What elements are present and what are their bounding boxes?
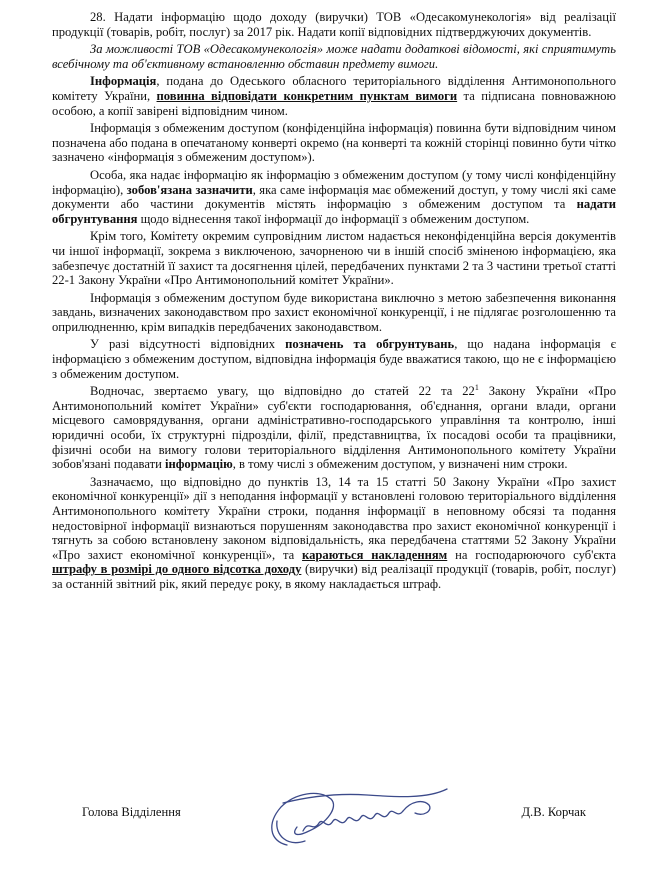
text-segment: , яка саме інформація має обмежений доступ, у тому числі які саме документи або частини документів містять інформацію з обмеженим доступом та (52, 182, 616, 212)
text-segment: щодо віднесення такої інформації до інформації з обмеженим доступом. (137, 211, 530, 226)
text-segment: , в тому числі з обмеженим доступом, у визначені ним строки. (232, 457, 568, 472)
paragraph (52, 291, 616, 335)
signatory-name: Д.В. Корчак (521, 805, 586, 819)
paragraph (52, 121, 616, 165)
text-segment: , що надана інформація є інформацією з обмеженим доступом, відповідна інформація буде вважатися такою, що не є інформацією з обмеженим доступом. (52, 337, 616, 381)
text-segment: Крім того, Комітету окремим супровідним листом надається неконфіденційна версія документів чи іншої інформації, зокрема з виключеною, зачорненою чи в іншій спосіб зміненою інформацією, яка забезпечує достатній її захист та досягнення цілей, передбачених пунктами 2 та 3 частини третьої статті 22-1 Закону України «Про Антимонопольний комітет України». (52, 229, 616, 288)
text-segment: та підписана повноважною особою, а копії завірені відповідним чином. (52, 88, 616, 118)
text-segment: , подана до Одеського обласного територіального відділення Антимонопольного комітету України, (52, 74, 616, 103)
text-segment: Закону України «Про Антимонопольний комітет України» суб'єкти господарювання, об'єднання, органи влади, органи місцевого самоврядування, органи адміністративно-господарського управління та контролю, інші юридичні особи, їх структурні підрозділи, філії, представництва, їх посадові особи та працівники, фізичні особи на вимогу голови територіального відділення Антимонопольного комітету України зобов'язані подавати (52, 384, 616, 472)
paragraph (52, 384, 616, 472)
text-segment: Зазначаємо, що відповідно до пунктів 13, 14 та 15 статті 50 Закону України «Про захист економічної конкуренції» дії з неподання інформації у встановлені головою територіального відділення Антимонопольного комітету України строки, подання інформації в неповному обсязі та подання недостовірної інформації визнаються порушенням законодавства про захист економічної конкуренції і тягнуть за собою встановлену законом відповідальність, яка передбачена статтями 52 Закону України «Про захист економічної конкуренції», та (52, 474, 616, 562)
signatory-role: Голова Відділення (82, 805, 181, 819)
bold-text: зобов'язана зазначити (126, 182, 253, 197)
document-body (52, 10, 616, 592)
text-segment: Водночас, звертаємо увагу, що відповідно до статей 22 та 22 (90, 384, 475, 399)
text-segment: Особа, яка надає інформацію як інформацію з обмеженим доступом (у тому числі конфіденційну інформацію), (52, 167, 616, 197)
text-segment: 28. Надати інформацію щодо доходу (виручки) ТОВ «Одесакомунекологія» від реалізації продукції (товарів, робіт, послуг) за 2017 рік. Надати копії відповідних підтверджуючих документів. (52, 10, 616, 39)
bold-underlined-text: штрафу в розмірі до одного відсотка доходу (52, 562, 302, 577)
paragraph (52, 168, 616, 226)
paragraph (52, 475, 616, 592)
bold-text: надати обгрунтування (52, 197, 616, 226)
text-segment: У разі відсутності відповідних (90, 337, 286, 352)
paragraph (52, 74, 616, 118)
text-segment: на господарюючого суб'єкта (447, 547, 616, 562)
paragraph (52, 337, 616, 381)
text-segment: За можливості ТОВ «Одесакомунекологія» може надати додаткові відомості, які сприятимуть всебічному та об'єктивному встановленню обставин предмету вимоги. (52, 42, 616, 71)
handwritten-signature-icon (247, 783, 457, 853)
bold-text: інформацію (164, 457, 233, 472)
paragraph (52, 42, 616, 71)
paragraph (52, 229, 616, 287)
bold-underlined-text: караються накладенням (302, 547, 448, 562)
bold-underlined-text: повинна відповідати конкретним пунктам вимоги (156, 88, 458, 103)
superscript-text: 1 (474, 383, 479, 393)
text-segment: Інформація з обмеженим доступом буде використана виключно з метою забезпечення виконання завдань, визначених законодавством про захист економічної конкуренції, і не підлягає розголошенню та оприлюдненню, крім випадків передбачених законодавством. (52, 290, 616, 334)
bold-text: Інформація (90, 74, 157, 89)
paragraph (52, 10, 616, 39)
text-segment: Інформація з обмеженим доступом (конфіденційна інформація) повинна бути відповідним чином позначена або подана в опечатаному конверті окремо (на конверті та кожній сторінці повинно бути чітко зазначено «інформація з обмеженим доступом»). (52, 121, 616, 165)
signature-block (82, 797, 586, 837)
bold-text: позначень та обгрунтувань (285, 337, 455, 352)
text-segment: (виручки) від реалізації продукції (товарів, робіт, послуг) за останній звітний рік, який передує року, в якому накладається штраф. (52, 562, 616, 591)
